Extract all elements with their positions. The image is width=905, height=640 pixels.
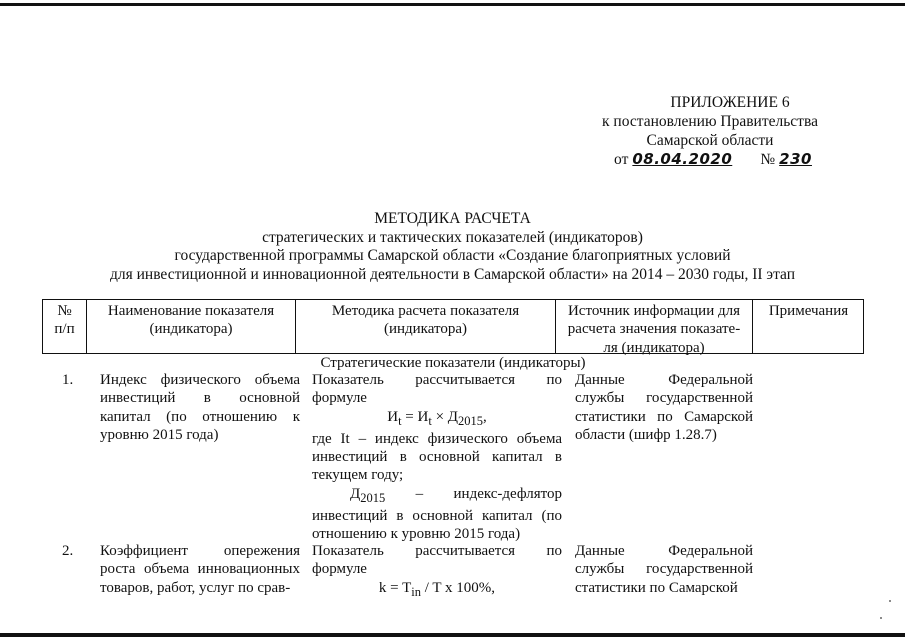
header-source-line-2: расчета значения показате- xyxy=(567,321,741,338)
scan-speck xyxy=(880,617,882,619)
header-notes-label: Примечания xyxy=(768,303,849,319)
header-source-line-3: ля (индикатора) xyxy=(603,339,705,356)
formula-part: k = T xyxy=(378,579,412,596)
method-intro: Показатель рассчитывается по формуле xyxy=(312,372,562,407)
method-where-1: где It – индекс физического объема инвестиций в основной капитал в текущем году; xyxy=(312,430,562,484)
appendix-date-number-line xyxy=(560,150,860,169)
from-label: от xyxy=(614,151,629,168)
header-number-line-2: п/п xyxy=(54,321,75,338)
formula-subscript: in xyxy=(411,584,422,599)
row-number: 1. xyxy=(62,372,74,388)
number-label: № xyxy=(760,151,776,168)
table-header xyxy=(42,299,864,354)
method-intro: Показатель рассчитывается по формуле xyxy=(312,543,562,578)
header-source xyxy=(556,300,753,354)
calculation-method xyxy=(312,371,562,544)
header-name-line-2: (индикатора) xyxy=(149,321,233,338)
formula-part: = И xyxy=(401,408,429,425)
bottom-border-line xyxy=(0,633,905,637)
source-lead: Данные Федеральной xyxy=(575,543,753,559)
top-border-line xyxy=(0,3,905,6)
formula xyxy=(312,408,562,430)
header-source-line-1: Источник информации для xyxy=(567,303,741,319)
formula-subscript: t xyxy=(428,413,432,428)
heading-line-2: стратегических и тактических показателей (индикаторов) xyxy=(262,228,643,246)
source-rest: службы государственной статистики по Самарской области (шифр 1.28.7) xyxy=(575,390,753,443)
header-notes xyxy=(753,300,864,354)
header-name xyxy=(87,300,296,354)
method-where-2-text: – индекс-дефлятор инвестиций в основной капитал (по отношению к уровню 2015 года) xyxy=(312,485,562,543)
header-number-line-1: № xyxy=(57,303,72,319)
scan-speck xyxy=(889,600,891,602)
heading-line-3: государственной программы Самарской области «Создание благоприятных условий xyxy=(174,247,731,264)
handwritten-number: 230 xyxy=(779,150,812,168)
method-symbol: Д xyxy=(350,485,361,502)
formula-subscript: 2015 xyxy=(458,413,484,428)
formula-part: / T x 100%, xyxy=(421,579,496,596)
handwritten-date: 08.04.2020 xyxy=(632,150,733,168)
information-source xyxy=(575,542,753,597)
section-title: Стратегические показатели (индикаторы) xyxy=(42,353,864,372)
indicators-table xyxy=(42,299,864,599)
source-lead: Данные Федеральной xyxy=(575,372,753,388)
formula xyxy=(312,579,562,601)
appendix-block xyxy=(560,93,860,169)
header-name-line-1: Наименование показателя xyxy=(107,303,275,319)
heading-line-4: для инвестиционной и инновационной деятельности в Самарской области» на 2014 – 2030 годы, II этап xyxy=(109,265,796,283)
formula-part: , xyxy=(483,408,487,425)
information-source xyxy=(575,371,753,444)
method-where-2 xyxy=(312,485,562,544)
appendix-title: ПРИЛОЖЕНИЕ 6 xyxy=(670,94,790,111)
header-number xyxy=(43,300,87,354)
formula-part: × Д xyxy=(431,408,459,425)
method-symbol-subscript: 2015 xyxy=(360,490,386,505)
header-method xyxy=(296,300,556,354)
document-heading xyxy=(95,210,810,284)
row-number: 2. xyxy=(62,543,74,559)
formula-part: И xyxy=(387,408,399,425)
appendix-decree-line: к постановлению Правительства xyxy=(602,113,818,130)
header-method-line-1: Методика расчета показателя xyxy=(331,303,520,319)
header-method-line-2: (индикатора) xyxy=(383,321,468,338)
indicator-name: Индекс физического объема инвестиций в основной капитал (по отношению к уровню 2015 года) xyxy=(100,372,300,443)
formula-subscript: t xyxy=(398,413,402,428)
appendix-region-line: Самарской области xyxy=(646,132,774,149)
source-rest: службы государственной статистики по Самарской xyxy=(575,561,753,596)
calculation-method xyxy=(312,542,562,601)
heading-title: МЕТОДИКА РАСЧЕТА xyxy=(374,210,531,227)
indicator-name: Коэффициент опережения роста объема инновационных товаров, работ, услуг по срав- xyxy=(100,543,300,596)
